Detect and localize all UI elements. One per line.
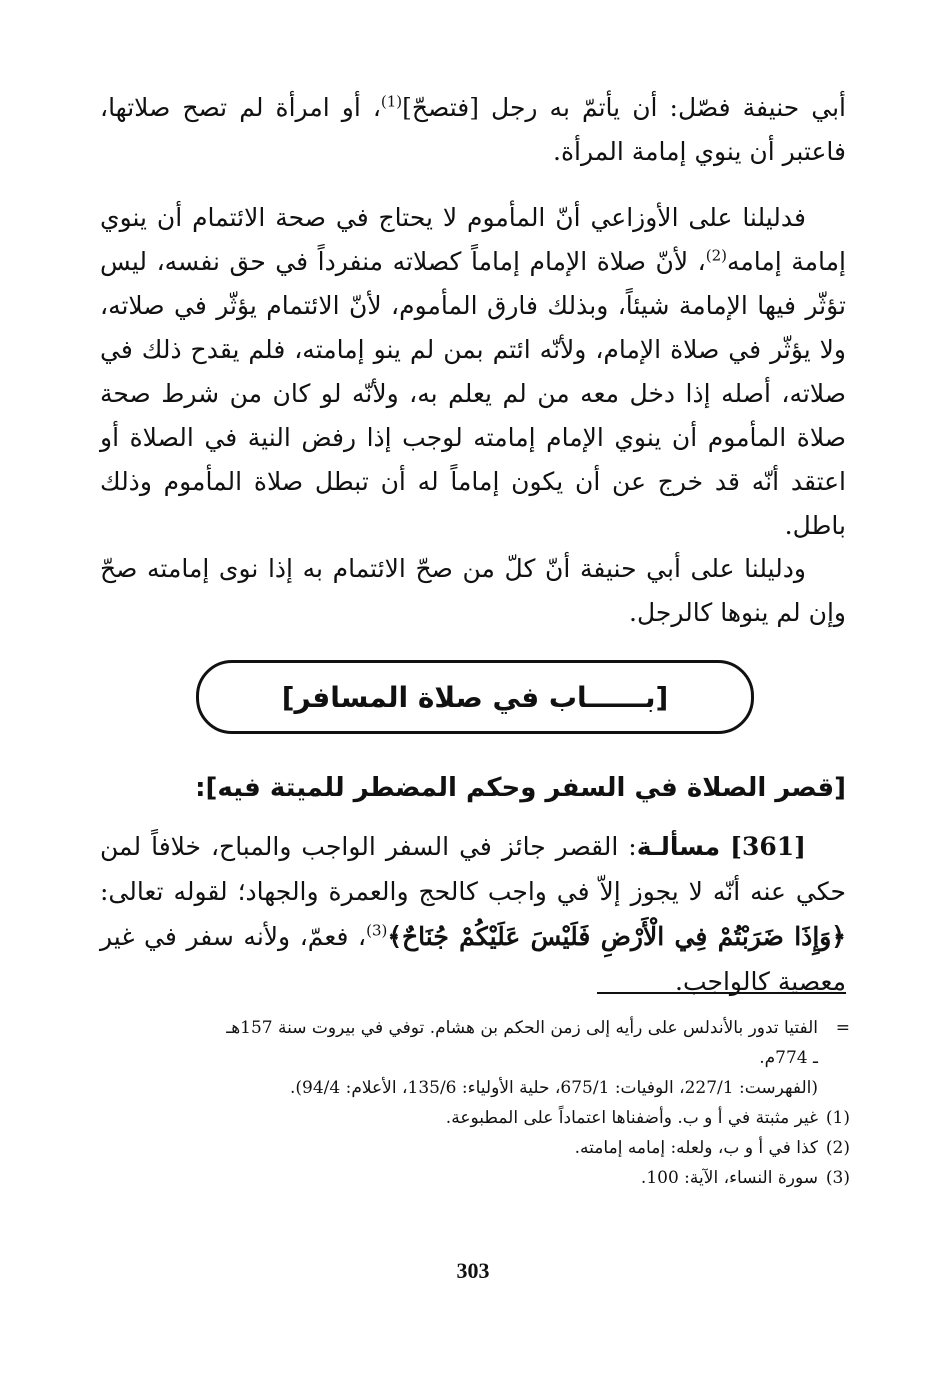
- paragraph-3: [100, 547, 846, 635]
- paragraph-2-text-before: فدليلنا على الأوزاعي أنّ المأموم لا يحتاج في صحة الائتمام أن ينوي إمامة إمامه: [100, 203, 846, 276]
- footnote-ref-3: (3): [366, 921, 388, 940]
- paragraph-2: [100, 196, 846, 548]
- footnote-continuation: [150, 1013, 850, 1043]
- paragraph-1-text-after: ، أو امرأة لم تصح صلاتها، فاعتبر أن ينوي إمامة المرأة.: [100, 93, 846, 166]
- footnote-ref-2: (2): [705, 246, 727, 265]
- footnote-3-mark: (3): [825, 1168, 850, 1188]
- issue-paragraph: [100, 824, 846, 1004]
- page-number: 303: [456, 1258, 490, 1283]
- paragraph-1-text-before: أبي حنيفة فصّل: أن يأتمّ به رجل [فتصحّ]: [402, 93, 846, 122]
- footnotes: [150, 1013, 850, 1193]
- paragraph-1: [100, 86, 846, 174]
- footnote-3: [150, 1163, 850, 1193]
- footnote-2-text: كذا في أ و ب، ولعله: إمامه إمامته.: [574, 1138, 818, 1158]
- footnote-2: [150, 1133, 850, 1163]
- quran-verse: ﴿وَإِذَا ضَرَبْتُمْ فِي الْأَرْضِ فَلَيْسَ عَلَيْكُمْ جُنَاحٌ﴾: [387, 922, 846, 951]
- issue-number: [361]: [730, 832, 806, 861]
- paragraph-2-text-after: ، لأنّ صلاة الإمام إماماً كصلاته منفرداً في حق نفسه، ليس تؤثّر فيها الإمامة شيئاً، وبذلك فارق المأموم، لأنّ الائتمام يؤثّر في صلاته، ولا يؤثّر في صلاة الإمام، ولأنّه ائتم بمن لم ينو إمامته، فلم يقدح ذلك في صلاته، أصله إذا دخل معه من لم يعلم به، ولأنّه لو كان من شرط صحة صلاة المأموم أن ينوي الإمام إمامته لوجب إذا رفض النية في الصلاة أو اعتقد أنّه قد خرج عن أن يكون إماماً له أن تبطل صلاة المأموم وذلك باطل.: [100, 247, 846, 540]
- footnote-3-text: سورة النساء، الآية: 100.: [640, 1168, 818, 1188]
- footnote-continuation-line-3: (الفهرست: 227/1، الوفيات: 675/1، حلية الأولياء: 135/6، الأعلام: 94/4).: [290, 1078, 818, 1098]
- chapter-title: [بــــــاب في صلاة المسافر]: [281, 680, 669, 714]
- footnote-continuation-line-1: الفتيا تدور بالأندلس على رأيه إلى زمن الحكم بن هشام. توفي في بيروت سنة 157هـ: [226, 1018, 818, 1038]
- issue-label: مسألـة: [636, 832, 721, 861]
- section-heading: [قصر الصلاة في السفر وحكم المضطر للميتة فيه]:: [195, 773, 846, 803]
- footnote-1: [150, 1103, 850, 1133]
- footnote-ref-1: (1): [380, 92, 403, 111]
- footnote-continuation-mark: =: [835, 1018, 850, 1038]
- footnote-2-mark: (2): [825, 1138, 850, 1158]
- issue-text-before: : القصر جائز في السفر الواجب والمباح، خلافاً لمن حكي عنه أنّه لا يجوز إلاّ في واجب كالحج والعمرة والجهاد؛ لقوله تعالى:: [100, 832, 846, 906]
- footnote-1-text: غير مثبتة في أ و ب. وأضفناها اعتماداً على المطبوعة.: [445, 1108, 818, 1128]
- footnote-continuation-line-2: ـ 774م.: [759, 1048, 818, 1068]
- chapter-title-box: [196, 660, 754, 734]
- footnote-divider: [597, 992, 846, 994]
- footnote-1-mark: (1): [825, 1108, 850, 1128]
- issue-text-after: ، فعمّ، ولأنه سفر في غير معصية كالواجب.: [100, 922, 846, 996]
- paragraph-3-text: ودليلنا على أبي حنيفة أنّ كلّ من صحّ الائتمام به إذا نوى إمامته صحّ وإن لم ينوها كالرجل.: [100, 554, 846, 627]
